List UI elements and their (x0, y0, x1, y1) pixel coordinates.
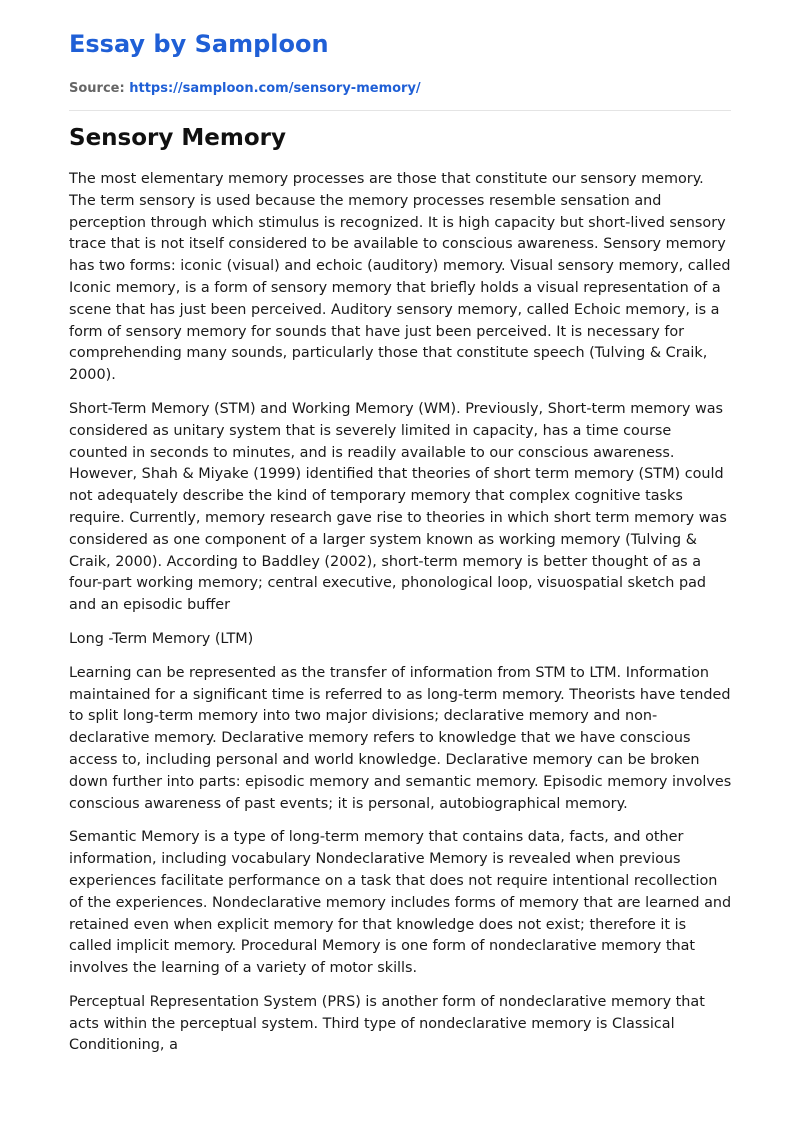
header-divider (69, 110, 731, 111)
paragraph-ltm: Learning can be represented as the transfer of information from STM to LTM. Information maintained for a significant time is referred to as long-term memory. Theorists have tended to split long-term memory into two major divisions; declarative memory and non-declarative memory. Declarative memory refers to knowledge that we have conscious access to, including personal and world knowledge. Declarative memory can be broken down further into parts: episodic memory and semantic memory. Episodic memory involves conscious awareness of past events; it is personal, autobiographical memory. (69, 664, 732, 812)
paragraph-prs: Perceptual Representation System (PRS) is another form of nondeclarative memory that acts within the perceptual system. Third type of nondeclarative memory is Classical Conditioning, a (69, 993, 705, 1054)
paragraph-sensory: The most elementary memory processes are those that constitute our sensory memory. The term sensory is used because the memory processes resemble sensation and perception through which stimulus is recognized. It is high capacity but short-lived sensory trace that is not itself considered to be available to conscious awareness. Sensory memory has two forms: iconic (visual) and echoic (auditory) memory. Visual sensory memory, called Iconic memory, is a form of sensory memory that briefly holds a visual representation of a scene that has just been perceived. Auditory sensory memory, called Echoic memory, is a form of sensory memory for sounds that have just been perceived. It is necessary for comprehending many sounds, particularly those that constitute speech (Tulving & Craik, 2000). (69, 171, 731, 384)
subheading-ltm: Long -Term Memory (LTM) (69, 630, 254, 647)
paragraph-semantic: Semantic Memory is a type of long-term memory that contains data, facts, and other information, including vocabulary Nondeclarative Memory is revealed when previous experiences facilitate performance on a task that does not require intentional recollection of the experiences. Nondeclarative memory includes forms of memory that are learned and retained even when explicit memory for that knowledge does not exist; therefore it is called implicit memory. Procedural Memory is one form of nondeclarative memory that involves the learning of a variety of motor skills. (69, 829, 732, 977)
brand-title: Essay by Samploon (69, 30, 329, 58)
source-label: Source: (69, 81, 125, 96)
source-line (69, 80, 731, 98)
source-link[interactable]: https://samploon.com/sensory-memory/ (129, 81, 421, 96)
article-body (69, 169, 733, 1057)
paragraph-stm: Short-Term Memory (STM) and Working Memory (WM). Previously, Short-term memory was considered as unitary system that is severely limited in capacity, has a time course counted in seconds to minutes, and is readily available to our conscious awareness. However, Shah & Miyake (1999) identified that theories of short term memory (STM) could not adequately describe the kind of temporary memory that complex cognitive tasks require. Currently, memory research gave rise to theories in which short term memory was considered as one component of a larger system known as working memory (Tulving & Craik, 2000). According to Baddley (2002), short-term memory is better thought of as a four-part working memory; central executive, phonological loop, visuospatial sketch pad and an episodic buffer (69, 400, 727, 614)
article-title: Sensory Memory (69, 125, 286, 151)
